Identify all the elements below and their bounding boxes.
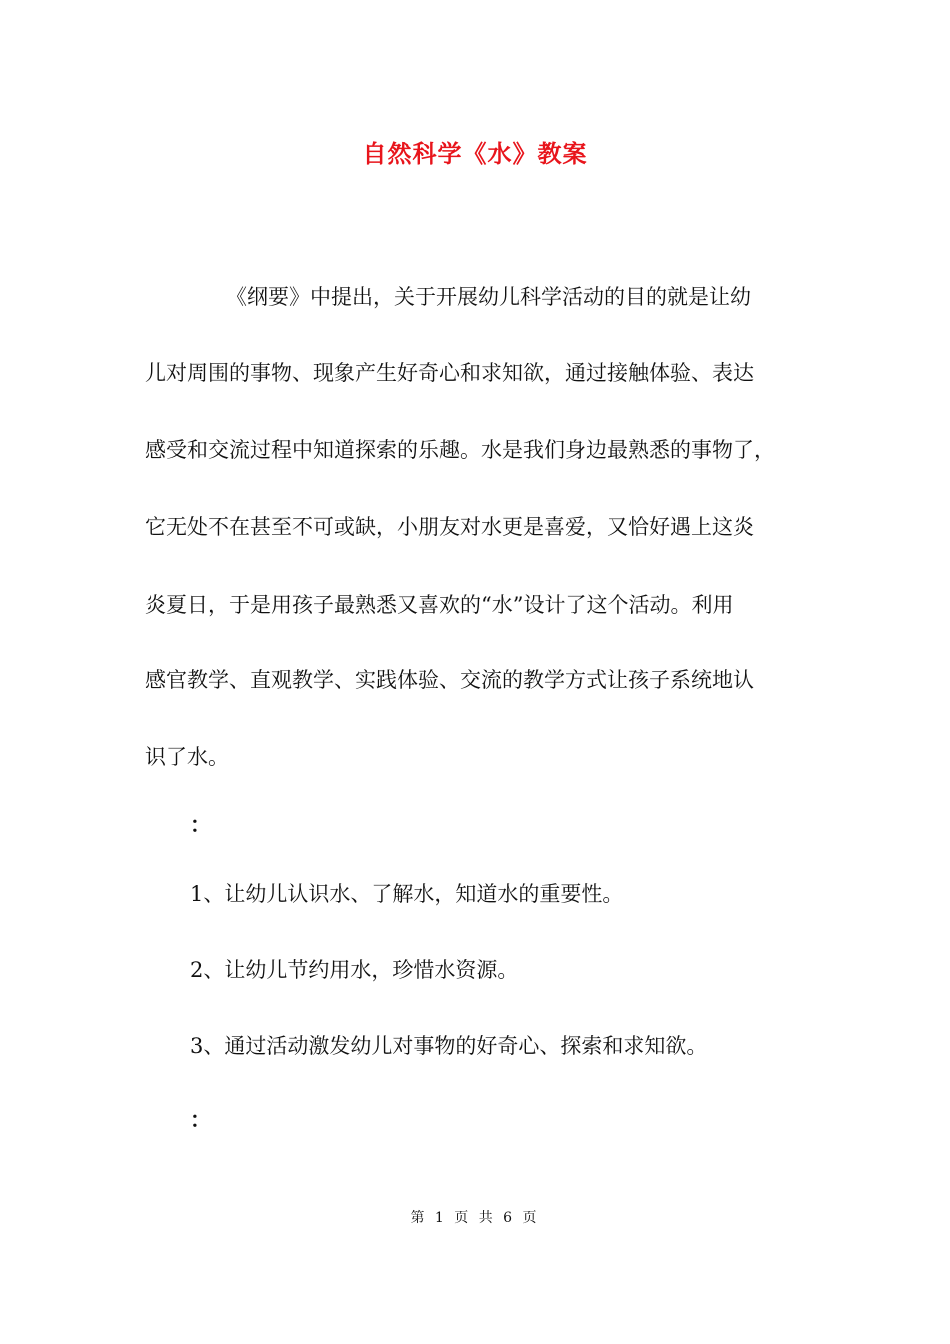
page-footer: 第 1 页 共 6 页 [410, 1210, 540, 1226]
intro-line: 它无处不在甚至不可或缺，小朋友对水更是喜爱，又恰好遇上这炎 [145, 515, 754, 539]
objective-item: 1、让幼儿认识水、了解水，知道水的重要性。 [190, 882, 624, 906]
document-title: 自然科学《水》教案 [362, 139, 588, 168]
intro-line: 《纲要》中提出，关于开展幼儿科学活动的目的就是让幼 [226, 285, 751, 309]
intro-line: 感受和交流过程中知道探索的乐趣。水是我们身边最熟悉的事物了， [145, 438, 775, 462]
section-marker: ： [190, 812, 211, 837]
intro-line: 炎夏日，于是用孩子最熟悉又喜欢的“水”设计了这个活动。利用 [145, 593, 734, 617]
objective-item: 3、通过活动激发幼儿对事物的好奇心、探索和求知欲。 [190, 1034, 708, 1058]
section-marker: ： [190, 1107, 211, 1132]
intro-line: 儿对周围的事物、现象产生好奇心和求知欲，通过接触体验、表达 [145, 361, 754, 385]
intro-line: 识了水。 [145, 745, 229, 769]
intro-line: 感官教学、直观教学、实践体验、交流的教学方式让孩子系统地认 [145, 668, 754, 692]
objective-item: 2、让幼儿节约用水，珍惜水资源。 [190, 958, 519, 982]
